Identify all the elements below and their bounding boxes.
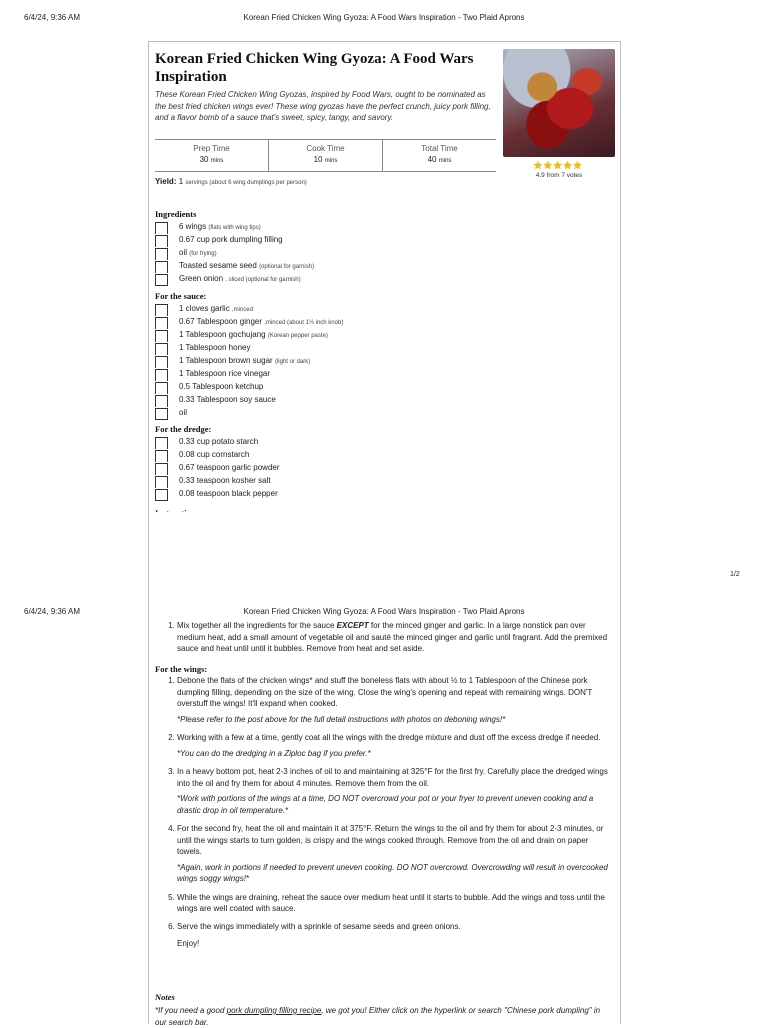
checkbox[interactable] [155, 450, 168, 462]
recipe-photo [503, 49, 615, 157]
dredge-ingredient-text: 0.08 teaspoon black pepper [179, 489, 278, 498]
inst-wings-step-2: 2. Working with a few at a time, gently coat all the wings with the dredge mixture and dust off the excess dredge if needed. *You can do the dredging in a Ziploc bag if you prefer.* [177, 732, 610, 759]
recipe-card-continued [148, 512, 621, 1027]
dredge-ingredient-text: 0.33 cup potato starch [179, 437, 259, 446]
ingredient-text: Green onion , sliced (optional for garnish) [179, 274, 301, 283]
checkbox[interactable] [155, 476, 168, 488]
ingredient-text: 6 wings (flats with wing tips) [179, 222, 261, 231]
header-doc-title-p2: Korean Fried Chicken Wing Gyoza: A Food Wars Inspiration - Two Plaid Aprons [243, 607, 525, 616]
total-time [382, 140, 496, 171]
recipe-title: Korean Fried Chicken Wing Gyoza: A Food Wars Inspiration [155, 51, 474, 85]
ingredients-dredge-list [155, 437, 595, 502]
checkbox[interactable] [155, 235, 168, 247]
checkbox[interactable] [155, 304, 168, 316]
ingredient-note: (for frying) [189, 251, 217, 257]
checkbox[interactable] [155, 317, 168, 329]
checkbox[interactable] [155, 274, 168, 286]
prep-time-label: Prep Time [193, 144, 230, 153]
ingredient-note: (flats with wing tips) [208, 225, 261, 231]
ingredients-main-list [155, 222, 595, 287]
dredge-ingredient-text: 0.67 teaspoon garlic powder [179, 463, 280, 472]
pork-dumpling-filling-link[interactable]: pork dumpling filling recipe [226, 1006, 322, 1015]
yield-label: Yield: [155, 177, 177, 186]
prep-time-unit: mins [210, 158, 224, 164]
recipe-card [148, 41, 621, 572]
rating-votes: 4.9 from 7 votes [535, 172, 583, 179]
checkbox[interactable] [155, 489, 168, 501]
dredge-ingredient-text: 0.33 teaspoon kosher salt [179, 476, 271, 485]
ingredient-text: Toasted sesame seed (optional for garnish) [179, 261, 315, 270]
ingredient-item [155, 274, 595, 287]
sauce-ingredient-note: ,minced [231, 307, 253, 313]
inst-wings-step-1: 1. Debone the flats of the chicken wings* and stuff the boneless flats with about ½ to 1 Tablespoon of the Chinese pork dumpling filling, depending on the size of the wing. Close the wing's opening and repeat with remaining wings. DON'T overstuff the wings! It'll expand when cooked. *Please refer to the post above for the full detail instructions with photos on deboning wings!* [177, 675, 610, 725]
total-time-label: Total Time [421, 144, 458, 153]
inst-sauce-step-1: 1. Mix together all the ingredients for the sauce EXCEPT for the minced ginger and garlic. In a large nonstick pan over medium heat, add a small amount of vegetable oil and sauté the minced ginger and garlic until fragrant. Add the premixed sauce and heat until until it bubbles. Remove from heat and set aside. [177, 620, 610, 655]
recipe-summary: These Korean Fried Chicken Wing Gyozas, inspired by Food Wars, ought to be nominated as the best fried chicken wings ever! These wing gyozas have the perfect crunch, juicy pork filling, and a flavor bomb of a sauce that's sweet, spicy, tangy, and savory. [155, 90, 491, 122]
sauce-ingredient-text: 1 Tablespoon honey [179, 343, 251, 352]
recipe-times [155, 139, 496, 172]
checkbox[interactable] [155, 395, 168, 407]
header-doc-title: Korean Fried Chicken Wing Gyoza: A Food Wars Inspiration - Two Plaid Aprons [243, 13, 525, 22]
sauce-ingredient-text: 1 cloves garlic ,minced [179, 304, 253, 313]
cook-time-unit: mins [324, 158, 338, 164]
ingredients-heading: Ingredients [155, 209, 197, 219]
cook-time-label: Cook Time [306, 144, 345, 153]
checkbox[interactable] [155, 261, 168, 273]
sauce-heading: For the sauce: [155, 291, 207, 301]
checkbox[interactable] [155, 343, 168, 355]
sauce-ingredient-item [155, 395, 595, 408]
inst-sauce-list [155, 620, 610, 661]
header-datetime-p2: 6/4/24, 9:36 AM [24, 607, 81, 616]
dredge-heading: For the dredge: [155, 424, 212, 434]
inst-wings-step-1-note: *Please refer to the post above for the full detail instructions with photos on deboning wings!* [177, 714, 506, 724]
print-page-1 [0, 0, 768, 512]
checkbox[interactable] [155, 408, 168, 420]
checkbox[interactable] [155, 248, 168, 260]
checkbox[interactable] [155, 369, 168, 381]
yield-note: servings (about 6 wing dumplings per person) [185, 180, 307, 186]
sauce-ingredient-text: 0.67 Tablespoon ginger ,minced (about 1½ inch knob) [179, 317, 344, 326]
footer-page-number: 1/2 [730, 571, 740, 578]
inst-wings-step-3: 3. In a heavy bottom pot, heat 2-3 inches of oil to and maintaining at 325°F for the first fry. Carefully place the dredged wings into the oil and fry them for about 4 minutes. Remove them from the oil. *Work with portions of the wings at a time, DO NOT overcrowd your pot or your fryer to prevent uneven cooking and a drastic drop in oil temperature.* [177, 766, 610, 816]
total-time-unit: mins [438, 158, 452, 164]
header-datetime: 6/4/24, 9:36 AM [24, 13, 81, 22]
sauce-ingredient-text: 0.5 Tablespoon ketchup [179, 382, 264, 391]
sauce-ingredient-text: 0.33 Tablespoon soy sauce [179, 395, 276, 404]
checkbox[interactable] [155, 382, 168, 394]
checkbox[interactable] [155, 437, 168, 449]
sauce-ingredient-text: oil [179, 408, 188, 417]
inst-wings-step-4: 4. For the second fry, heat the oil and maintain it at 375°F. Return the wings to the oil and fry them for about 2-3 minutes, or until the wings starts to turn golden, is crispy and the wings cooked through. Remove from the oil and drain on paper towels. *Again, work in portions if needed to prevent uneven cooking. DO NOT overcrowd. Overcrowding will result in overcooked wings soggy wings!* [177, 823, 610, 885]
ingredients-sauce-list [155, 304, 595, 421]
sauce-ingredient-item [155, 408, 595, 421]
notes-heading: Notes [155, 992, 175, 1002]
sauce-ingredient-note: ,minced (about 1½ inch knob) [264, 320, 344, 326]
ingredient-text: oil (for frying) [179, 248, 217, 257]
total-time-value: 40 [427, 155, 437, 164]
sauce-ingredient-note: (light or dark) [274, 359, 311, 365]
sauce-ingredient-text: 1 Tablespoon gochujang (Korean pepper paste) [179, 330, 328, 339]
checkbox[interactable] [155, 463, 168, 475]
ingredient-item [155, 235, 595, 248]
ingredient-note: (optional for garnish) [259, 264, 315, 270]
inst-wings-list [155, 675, 610, 956]
ingredient-note: , sliced (optional for garnish) [225, 277, 301, 283]
print-page-2 [0, 512, 768, 1027]
recipe-yield [155, 177, 307, 186]
inst-wings-step-3-note: *Work with portions of the wings at a time, DO NOT overcrowd your pot or your fryer to prevent uneven cooking and a drastic drop in oil temperature.* [177, 794, 594, 815]
inst-wings-heading: For the wings: [155, 664, 208, 674]
yield-value: 1 [178, 177, 184, 186]
dredge-ingredient-text: 0.08 cup cornstarch [179, 450, 250, 459]
inst-wings-step-6-note: Enjoy! [177, 939, 200, 948]
sauce-ingredient-text: 1 Tablespoon brown sugar (light or dark) [179, 356, 311, 365]
checkbox[interactable] [155, 222, 168, 234]
checkbox[interactable] [155, 330, 168, 342]
rating-stars-icon[interactable]: ★★★★★ [533, 160, 583, 172]
prep-time-value: 30 [199, 155, 209, 164]
ingredient-text: 0.67 cup pork dumpling filling [179, 235, 283, 244]
cook-time [268, 140, 382, 171]
notes-text: *If you need a good pork dumpling filling recipe, we got you! Either click on the hyperlink or search "Chinese pork dumpling" in our search bar. [155, 1006, 601, 1027]
inst-wings-step-6: 6. Serve the wings immediately with a sprinkle of sesame seeds and green onions. Enjoy! [177, 921, 610, 950]
prep-time [155, 140, 268, 171]
cook-time-value: 10 [313, 155, 323, 164]
inst-wings-step-2-note: *You can do the dredging in a Ziploc bag if you prefer.* [177, 748, 371, 758]
inst-wings-step-4-note: *Again, work in portions if needed to prevent uneven cooking. DO NOT overcrowd. Overcrowding will result in overcooked wings soggy wings!* [177, 862, 608, 883]
inst-wings-step-5: 5. While the wings are draining, reheat the sauce over medium heat until it starts to bubble. Add the wings and toss until the wings are well coated with sauce. [177, 892, 610, 915]
checkbox[interactable] [155, 356, 168, 368]
sauce-ingredient-text: 1 Tablespoon rice vinegar [179, 369, 271, 378]
dredge-ingredient-item [155, 489, 595, 502]
sauce-ingredient-note: (Korean pepper paste) [267, 333, 328, 339]
